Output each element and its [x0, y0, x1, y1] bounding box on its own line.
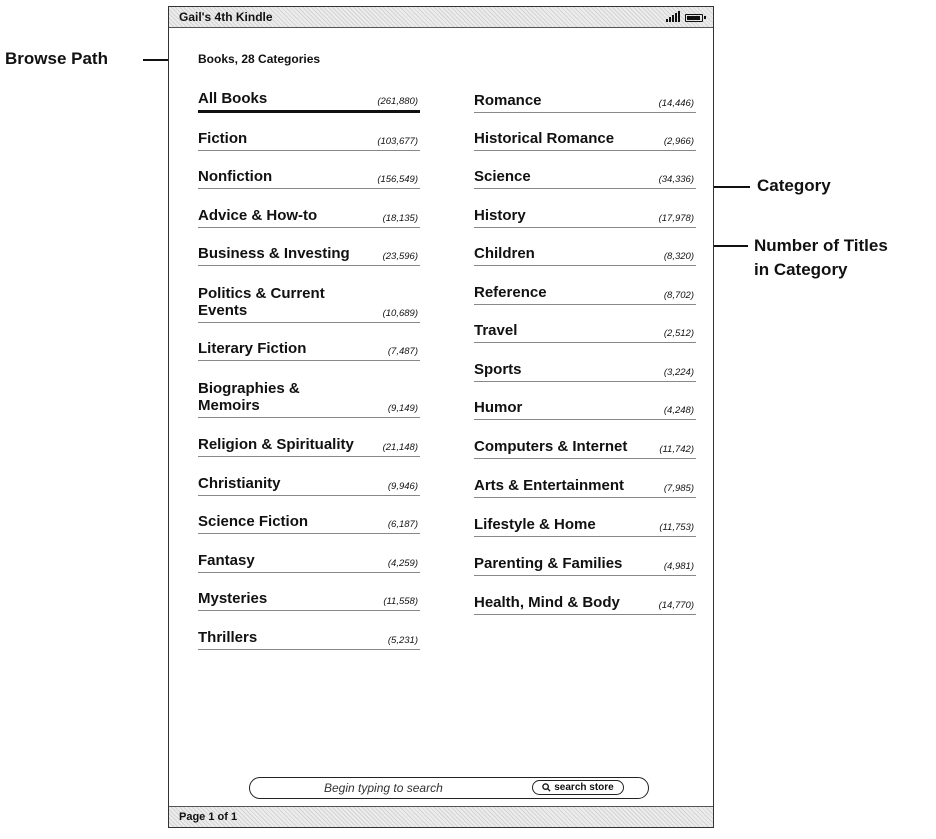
category-count: (9,946): [387, 481, 418, 492]
signal-strength-icon: [666, 11, 680, 22]
category-name: Travel: [474, 322, 518, 339]
category-count: (11,742): [659, 444, 694, 455]
search-icon: [542, 783, 551, 792]
category-item[interactable]: [474, 79, 696, 113]
category-item[interactable]: [198, 577, 420, 611]
category-count: (14,770): [658, 600, 694, 611]
category-name: Science: [474, 168, 531, 185]
page-indicator: Page 1 of 1: [179, 811, 238, 823]
category-count: (156,549): [377, 174, 418, 185]
category-item[interactable]: [198, 117, 420, 151]
category-count: (18,135): [382, 213, 418, 224]
category-item[interactable]: [198, 500, 420, 534]
category-item[interactable]: [474, 386, 696, 420]
category-count: (3,224): [663, 367, 694, 378]
category-name: Science Fiction: [198, 513, 309, 530]
status-icons: [666, 11, 703, 22]
category-name: History: [474, 207, 526, 224]
category-name: Christianity: [198, 475, 281, 492]
category-item[interactable]: [474, 503, 696, 537]
title-bar: [169, 7, 713, 28]
category-count: (34,336): [658, 174, 694, 185]
category-name: Computers & Internet: [474, 438, 628, 455]
category-item[interactable]: [198, 616, 420, 650]
category-count: (5,231): [387, 635, 418, 646]
category-item[interactable]: [198, 366, 420, 418]
category-count: (261,880): [377, 96, 418, 107]
category-item[interactable]: [474, 155, 696, 189]
search-store-label: search store: [554, 782, 614, 793]
callout-browse-path: Browse Path: [5, 49, 108, 68]
category-name: Mysteries: [198, 590, 268, 607]
category-count: (9,149): [387, 403, 418, 414]
category-name: Arts & Entertainment: [474, 477, 625, 494]
footer-bar: [169, 806, 713, 827]
category-count: (10,689): [382, 308, 418, 319]
category-count: (8,702): [663, 290, 694, 301]
category-count: (6,187): [387, 519, 418, 530]
category-name: Romance: [474, 92, 542, 109]
category-item[interactable]: [198, 194, 420, 228]
category-name: Reference: [474, 284, 547, 301]
category-count: (4,248): [663, 405, 694, 416]
category-item[interactable]: [474, 194, 696, 228]
category-item[interactable]: [198, 79, 420, 113]
category-item[interactable]: [474, 117, 696, 151]
category-item[interactable]: [474, 271, 696, 305]
search-input[interactable]: [249, 777, 649, 799]
category-name: Fantasy: [198, 552, 255, 569]
category-name: Parenting & Families: [474, 555, 623, 572]
kindle-screen: [168, 6, 714, 828]
category-name: Thrillers: [198, 629, 258, 646]
category-item[interactable]: [474, 542, 696, 576]
category-name: Health, Mind & Body: [474, 594, 620, 611]
category-name: Advice & How-to: [198, 207, 318, 224]
callout-category: Category: [757, 176, 831, 195]
category-name: Humor: [474, 399, 523, 416]
category-name: Sports: [474, 361, 522, 378]
breadcrumb: Books, 28 Categories: [198, 52, 321, 66]
category-item[interactable]: [474, 464, 696, 498]
battery-icon: [685, 14, 703, 22]
category-name: Fiction: [198, 130, 248, 147]
search-placeholder: Begin typing to search: [324, 781, 443, 795]
category-count: (2,512): [663, 328, 694, 339]
category-count: (21,148): [382, 442, 418, 453]
category-name: Religion & Spirituality: [198, 436, 354, 453]
category-name: Literary Fiction: [198, 340, 307, 357]
category-name: Lifestyle & Home: [474, 516, 596, 533]
category-count: (7,985): [663, 483, 694, 494]
category-count: (4,981): [663, 561, 694, 572]
category-count: (11,753): [659, 522, 694, 533]
category-count: (11,558): [383, 596, 418, 607]
category-item[interactable]: [198, 232, 420, 266]
category-item[interactable]: [198, 271, 420, 323]
category-name: Children: [474, 245, 535, 262]
category-count: (7,487): [387, 346, 418, 357]
category-count: (17,978): [658, 213, 694, 224]
search-store-button[interactable]: [532, 780, 624, 795]
category-count: (14,446): [658, 98, 694, 109]
category-item[interactable]: [474, 425, 696, 459]
category-name: All Books: [198, 90, 268, 107]
category-count: (4,259): [387, 558, 418, 569]
category-item[interactable]: [474, 309, 696, 343]
category-item[interactable]: [198, 423, 420, 457]
category-name: Historical Romance: [474, 130, 615, 147]
category-name: Politics & Current Events: [198, 285, 325, 319]
callout-number-titles-2: in Category: [754, 260, 848, 279]
category-item[interactable]: [198, 327, 420, 361]
category-item[interactable]: [198, 462, 420, 496]
category-item[interactable]: [474, 348, 696, 382]
category-item[interactable]: [198, 539, 420, 573]
category-count: (8,320): [663, 251, 694, 262]
category-item[interactable]: [474, 232, 696, 266]
category-count: (103,677): [377, 136, 418, 147]
category-name: Nonfiction: [198, 168, 273, 185]
category-name: Biographies & Memoirs: [198, 380, 300, 414]
category-count: (2,966): [663, 136, 694, 147]
category-name: Business & Investing: [198, 245, 350, 262]
category-item[interactable]: [474, 581, 696, 615]
category-count: (23,596): [382, 251, 418, 262]
callout-number-titles-1: Number of Titles: [754, 236, 888, 255]
device-name: Gail's 4th Kindle: [179, 10, 273, 24]
category-item[interactable]: [198, 155, 420, 189]
